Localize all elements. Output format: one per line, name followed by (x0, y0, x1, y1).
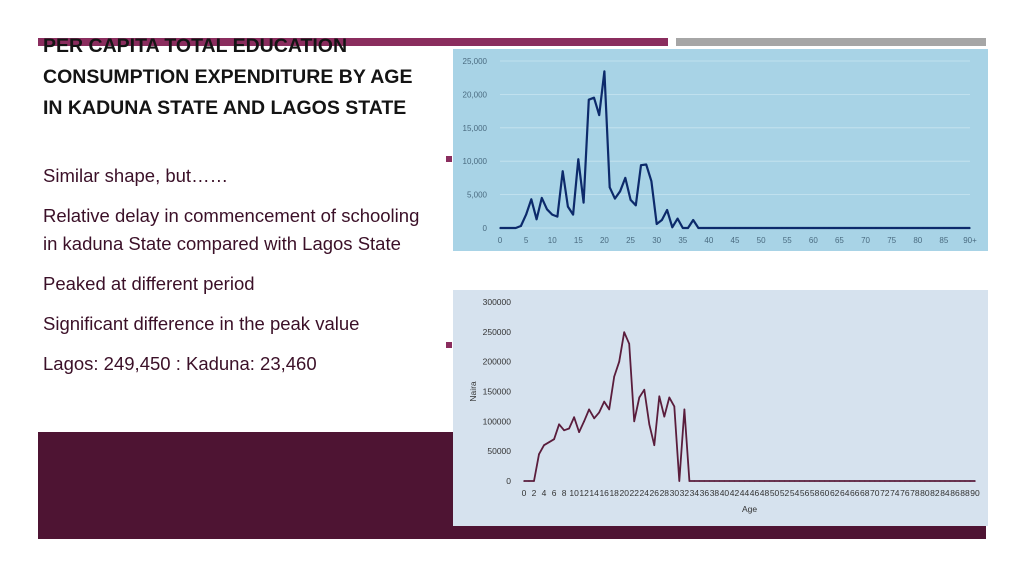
data-point (886, 227, 888, 229)
data-point (608, 409, 610, 411)
y-tick-label: 100000 (482, 416, 511, 427)
x-tick-label: 55 (782, 236, 792, 245)
data-point (719, 480, 721, 482)
data-point (625, 177, 627, 179)
data-point (653, 444, 655, 446)
data-point (929, 480, 931, 482)
data-point (531, 198, 533, 200)
square-marker (446, 342, 452, 348)
data-point (824, 480, 826, 482)
data-point (714, 480, 716, 482)
data-point (583, 202, 585, 204)
data-point (792, 227, 794, 229)
data-point (869, 480, 871, 482)
data-point (760, 227, 762, 229)
y-tick-label: 250000 (482, 326, 511, 337)
data-point (804, 480, 806, 482)
data-point (813, 227, 815, 229)
data-point (719, 227, 721, 229)
x-tick-label: 14 (589, 488, 599, 498)
data-point (672, 227, 674, 229)
data-point (692, 219, 694, 221)
data-point (694, 480, 696, 482)
data-point (633, 421, 635, 423)
data-point (914, 480, 916, 482)
data-point (834, 480, 836, 482)
x-tick-label: 72 (880, 488, 890, 498)
data-point (904, 480, 906, 482)
data-point (919, 480, 921, 482)
data-point (934, 480, 936, 482)
data-point (689, 480, 691, 482)
data-point (598, 412, 600, 414)
data-point (814, 480, 816, 482)
x-tick-label: 20 (599, 236, 609, 245)
x-tick-label: 4 (541, 488, 547, 498)
data-point (933, 227, 935, 229)
y-tick-label: 0 (482, 224, 487, 233)
x-tick-label: 80 (920, 488, 930, 498)
data-point (809, 480, 811, 482)
data-point (515, 227, 517, 229)
data-point (969, 480, 971, 482)
x-tick-label: 16 (599, 488, 609, 498)
x-tick-label: 90 (970, 488, 980, 498)
data-point (588, 409, 590, 411)
data-point (859, 480, 861, 482)
bullet-item: Relative delay in commencement of schooling in kaduna State compared with Lagos State (43, 205, 420, 254)
data-point (713, 227, 715, 229)
data-point (854, 227, 856, 229)
x-tick-label: 45 (730, 236, 740, 245)
x-tick-label: 75 (887, 236, 897, 245)
data-point (818, 227, 820, 229)
data-point (628, 343, 630, 345)
x-tick-label: 74 (890, 488, 900, 498)
data-point (948, 227, 950, 229)
x-tick-label: 0 (497, 236, 503, 245)
x-tick-label: 84 (940, 488, 950, 498)
x-tick-label: 90+ (963, 236, 977, 245)
data-point (583, 421, 585, 423)
x-tick-label: 6 (551, 488, 557, 498)
data-point (643, 389, 645, 391)
data-point (907, 227, 909, 229)
y-tick-label: 10,000 (462, 157, 487, 167)
data-point (786, 227, 788, 229)
data-point (819, 480, 821, 482)
data-point (656, 223, 658, 225)
y-tick-label: 25,000 (462, 57, 487, 66)
data-point (598, 114, 600, 116)
x-tick-label: 60 (819, 488, 830, 498)
x-tick-label: 30 (652, 236, 662, 245)
x-tick-label: 68 (860, 488, 870, 498)
data-point (912, 227, 914, 229)
data-point (573, 416, 575, 418)
data-point (703, 227, 705, 229)
data-point (630, 199, 632, 201)
data-point (543, 444, 545, 446)
data-point (557, 216, 559, 218)
data-point (687, 227, 689, 229)
data-point (593, 418, 595, 420)
data-point (927, 227, 929, 229)
x-tick-label: 46 (749, 488, 760, 498)
data-point (789, 480, 791, 482)
x-tick-label: 86 (950, 488, 960, 498)
data-point (708, 227, 710, 229)
data-point (744, 480, 746, 482)
bullet-list (43, 162, 438, 390)
x-tick-label: 5 (523, 236, 529, 245)
data-point (623, 331, 625, 333)
accent-bar-gray (676, 38, 986, 46)
data-point (954, 480, 956, 482)
data-point (510, 227, 512, 229)
data-point (917, 227, 919, 229)
data-point (593, 97, 595, 99)
data-point (959, 480, 961, 482)
data-point (754, 480, 756, 482)
x-tick-label: 44 (739, 488, 750, 498)
data-point (759, 480, 761, 482)
y-tick-label: 0 (506, 476, 511, 486)
data-point (939, 480, 941, 482)
data-point (619, 190, 621, 192)
data-point (794, 480, 796, 482)
x-tick-label: 58 (809, 488, 820, 498)
data-point (609, 186, 611, 188)
x-tick-label: 60 (808, 236, 818, 245)
data-point (769, 480, 771, 482)
x-tick-label: 40 (719, 488, 730, 498)
data-point (874, 480, 876, 482)
data-point (849, 227, 851, 229)
data-point (949, 480, 951, 482)
data-point (771, 227, 773, 229)
y-axis-label: Naira (468, 381, 478, 402)
data-point (891, 227, 893, 229)
x-tick-label: 70 (870, 488, 880, 498)
data-point (568, 428, 570, 430)
data-point (724, 227, 726, 229)
data-point (749, 480, 751, 482)
data-point (724, 480, 726, 482)
x-tick-label: 80 (913, 236, 923, 245)
data-point (839, 227, 841, 229)
data-point (525, 214, 527, 216)
x-tick-label: 40 (704, 236, 714, 245)
data-point (899, 480, 901, 482)
data-point (677, 218, 679, 220)
data-point (823, 227, 825, 229)
data-point (860, 227, 862, 229)
data-point (558, 424, 560, 426)
data-point (638, 397, 640, 399)
x-tick-label: 26 (649, 488, 660, 498)
data-point (618, 361, 620, 363)
data-point (849, 480, 851, 482)
data-point (864, 480, 866, 482)
x-tick-label: 70 (861, 236, 871, 245)
data-point (755, 227, 757, 229)
data-point (944, 480, 946, 482)
data-point (884, 480, 886, 482)
x-tick-label: 56 (799, 488, 810, 498)
data-point (870, 227, 872, 229)
x-axis-label: Age (741, 504, 758, 514)
data-point (959, 227, 961, 229)
y-tick-label: 50000 (487, 446, 511, 457)
data-point (802, 227, 804, 229)
bullet-item: Peaked at different period (43, 273, 255, 294)
data-point (954, 227, 956, 229)
data-point (682, 227, 684, 229)
square-marker (446, 156, 452, 162)
data-point (734, 480, 736, 482)
data-point (613, 376, 615, 378)
data-point (504, 227, 506, 229)
data-point (839, 480, 841, 482)
x-tick-label: 88 (960, 488, 970, 498)
data-point (875, 227, 877, 229)
y-tick-label: 20,000 (462, 90, 487, 100)
data-point (739, 227, 741, 229)
data-point (828, 227, 830, 229)
data-point (833, 227, 835, 229)
data-point (578, 158, 580, 160)
y-tick-label: 200000 (482, 356, 511, 367)
data-point (709, 480, 711, 482)
data-point (669, 397, 671, 399)
x-tick-label: 0 (521, 488, 527, 498)
slide-title: PER CAPITA TOTAL EDUCATION CONSUMPTION EXPENDITURE BY AGE IN KADUNA STATE AND LAGOS STATE (43, 35, 413, 119)
x-tick-label: 78 (910, 488, 920, 498)
data-point (523, 480, 525, 482)
data-point (896, 227, 898, 229)
data-point (750, 227, 752, 229)
x-tick-label: 48 (759, 488, 770, 498)
x-tick-label: 18 (609, 488, 619, 498)
data-point (520, 225, 522, 227)
x-tick-label: 62 (829, 488, 840, 498)
data-point (964, 227, 966, 229)
data-point (844, 480, 846, 482)
data-point (551, 214, 553, 216)
data-point (659, 395, 661, 397)
chart-background (453, 49, 988, 251)
data-point (546, 208, 548, 210)
data-point (648, 424, 650, 426)
x-tick-label: 64 (839, 488, 850, 498)
data-point (538, 453, 540, 455)
data-point (651, 180, 653, 182)
x-tick-label: 65 (834, 236, 844, 245)
data-point (924, 480, 926, 482)
x-tick-label: 10 (569, 488, 579, 498)
data-point (698, 227, 700, 229)
data-point (854, 480, 856, 482)
x-tick-label: 30 (669, 488, 680, 498)
data-point (553, 438, 555, 440)
x-tick-label: 42 (729, 488, 740, 498)
data-point (879, 480, 881, 482)
x-tick-label: 50 (769, 488, 780, 498)
data-point (901, 227, 903, 229)
x-tick-label: 28 (659, 488, 670, 498)
data-point (807, 227, 809, 229)
data-point (943, 227, 945, 229)
bullet-item: Lagos: 249,450 : Kaduna: 23,460 (43, 353, 317, 374)
data-point (922, 227, 924, 229)
data-point (776, 227, 778, 229)
data-point (729, 480, 731, 482)
data-point (499, 227, 501, 229)
data-point (604, 70, 606, 72)
data-point (889, 480, 891, 482)
data-point (541, 197, 543, 199)
x-tick-label: 15 (573, 236, 583, 245)
bullet-item: Significant difference in the peak value (43, 313, 360, 334)
data-point (964, 480, 966, 482)
data-point (679, 480, 681, 482)
data-point (781, 227, 783, 229)
x-tick-label: 8 (561, 488, 567, 498)
data-point (645, 164, 647, 166)
data-point (745, 227, 747, 229)
x-tick-label: 10 (547, 236, 557, 245)
y-tick-label: 150000 (482, 386, 511, 397)
data-point (729, 227, 731, 229)
data-point (588, 99, 590, 101)
data-point (764, 480, 766, 482)
data-point (533, 480, 535, 482)
data-point (766, 227, 768, 229)
data-point (734, 227, 736, 229)
bullet-item: Similar shape, but…… (43, 165, 229, 186)
data-point (640, 164, 642, 166)
data-point (880, 227, 882, 229)
data-point (909, 480, 911, 482)
x-tick-label: 35 (678, 236, 688, 245)
data-point (969, 227, 971, 229)
data-point (635, 204, 637, 206)
data-point (865, 227, 867, 229)
lagos-chart (453, 290, 988, 526)
x-tick-label: 54 (789, 488, 800, 498)
data-point (603, 401, 605, 403)
x-tick-label: 32 (679, 488, 690, 498)
x-tick-label: 24 (639, 488, 650, 498)
x-tick-label: 34 (689, 488, 700, 498)
data-point (548, 441, 550, 443)
data-point (779, 480, 781, 482)
x-tick-label: 76 (900, 488, 910, 498)
data-point (563, 429, 565, 431)
y-tick-label: 5,000 (466, 190, 487, 200)
data-point (894, 480, 896, 482)
data-point (938, 227, 940, 229)
data-point (536, 219, 538, 221)
data-point (684, 409, 686, 411)
data-point (797, 227, 799, 229)
data-point (974, 480, 976, 482)
data-point (528, 480, 530, 482)
x-tick-label: 82 (930, 488, 940, 498)
x-tick-label: 50 (756, 236, 766, 245)
x-tick-label: 52 (779, 488, 790, 498)
data-point (578, 431, 580, 433)
data-point (844, 227, 846, 229)
x-tick-label: 36 (699, 488, 710, 498)
x-tick-label: 66 (849, 488, 860, 498)
data-point (774, 480, 776, 482)
data-point (567, 206, 569, 208)
data-point (562, 170, 564, 172)
x-tick-label: 20 (619, 488, 629, 498)
data-point (699, 480, 701, 482)
data-point (661, 219, 663, 221)
data-point (614, 198, 616, 200)
kaduna-chart (453, 49, 988, 251)
x-tick-label: 22 (629, 488, 639, 498)
data-point (572, 214, 574, 216)
data-point (799, 480, 801, 482)
x-tick-label: 25 (626, 236, 636, 245)
x-tick-label: 2 (531, 488, 537, 498)
x-tick-label: 85 (939, 236, 949, 245)
data-point (739, 480, 741, 482)
data-point (666, 209, 668, 211)
x-tick-label: 38 (709, 488, 720, 498)
data-point (704, 480, 706, 482)
data-point (664, 416, 666, 418)
data-point (784, 480, 786, 482)
y-tick-label: 15,000 (462, 123, 487, 133)
y-tick-label: 300000 (482, 297, 511, 307)
data-point (829, 480, 831, 482)
x-tick-label: 12 (579, 488, 589, 498)
data-point (674, 406, 676, 408)
